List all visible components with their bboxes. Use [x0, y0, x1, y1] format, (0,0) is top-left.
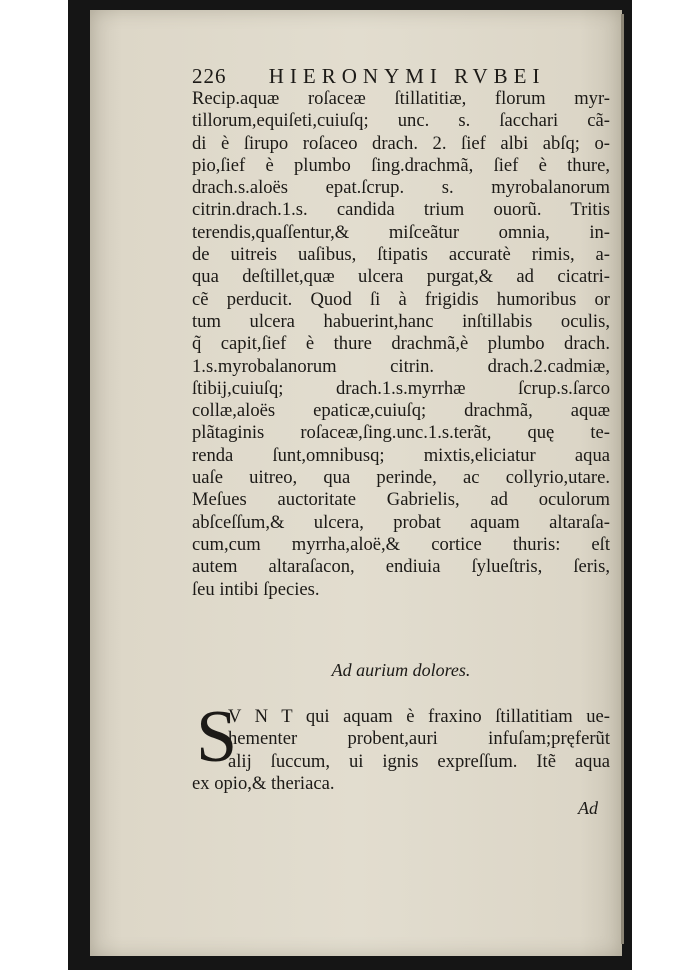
text-line: 1.s.myrobalanorum citrin. drach.2.cadmiæ,: [192, 355, 610, 377]
text-line: abſceſſum,& ulcera, probat aquam altaraſa-: [192, 511, 610, 533]
text-line: renda ſunt,omnibusq; mixtis,eliciatur aqua: [192, 444, 610, 466]
text-line: qua deſtillet,quæ ulcera purgat,& ad cicatri-: [192, 266, 610, 288]
text-line: cẽ perducit. Quod ſi à frigidis humoribus or: [192, 288, 610, 310]
text-line: ſeu intibi ſpecies.: [192, 578, 320, 600]
text-line: hementer probent,auri infuſam;pręferũt: [228, 728, 610, 750]
text-line: ex opio,& theriaca.: [192, 772, 335, 794]
text-line: ſtibij,cuiuſq; drach.1.s.myrrhæ ſcrup.s.ſarco: [192, 377, 610, 399]
page-edge: [621, 14, 624, 944]
text-line: pio,ſief è plumbo ſing.drachmã, ſief è thure,: [192, 154, 610, 176]
drop-cap: S: [196, 696, 238, 778]
page-number: 226: [192, 64, 227, 88]
text-line: di è ſirupo roſaceo drach. 2. ſief albi abſq; o-: [192, 132, 610, 154]
text-line: citrin.drach.1.s. candida trium ouorũ. Tritis: [192, 199, 610, 221]
text-line: Meſues auctoritate Gabrielis, ad oculorum: [192, 489, 610, 511]
text-line: cum,cum myrrha,aloë,& cortice thuris: eſt: [192, 533, 610, 555]
catchword: Ad: [578, 798, 598, 818]
text-line: de uitreis uaſibus, ſtipatis accuratè rimis, a-: [192, 244, 610, 266]
text-line: tillorum,equiſeti,cuiuſq; unc. s. ſacchari cã-: [192, 110, 610, 132]
text-line: terendis,quaſſentur,& miſceãtur omnia, in-: [192, 221, 610, 243]
running-head: [192, 64, 612, 89]
running-title: HIERONYMI RVBEI: [268, 64, 546, 88]
text-line: tum ulcera habuerint,hanc inſtillabis oculis,: [192, 310, 610, 332]
text-line: Recip.aquæ roſaceæ ſtillatitiæ, florum myr-: [192, 88, 610, 109]
text-line: plãtaginis roſaceæ,ſing.unc.1.s.terãt, quę te-: [192, 422, 610, 444]
text-line: alij ſuccum, ui ignis expreſſum. Itẽ aqua: [228, 750, 610, 772]
text-line: autem altaraſacon, endiuia ſylueſtris, ſeris,: [192, 556, 610, 578]
text-line: q̃ capit,ſief è thure drachmã,è plumbo drach.: [192, 333, 610, 355]
text-line: drach.s.aloës epat.ſcrup. s. myrobalanorum: [192, 177, 610, 199]
section-heading: Ad aurium dolores.: [331, 660, 471, 680]
section-paragraph: [192, 696, 610, 795]
text-line: uaſe uitreo, qua perinde, ac collyrio,utare.: [192, 467, 610, 489]
text-line: collæ,aloës epaticæ,cuiuſq; drachmã, aquæ: [192, 400, 610, 422]
text-line: V N T qui aquam è fraxino ſtillatitiam ue-: [228, 706, 610, 727]
main-paragraph: [192, 88, 610, 601]
